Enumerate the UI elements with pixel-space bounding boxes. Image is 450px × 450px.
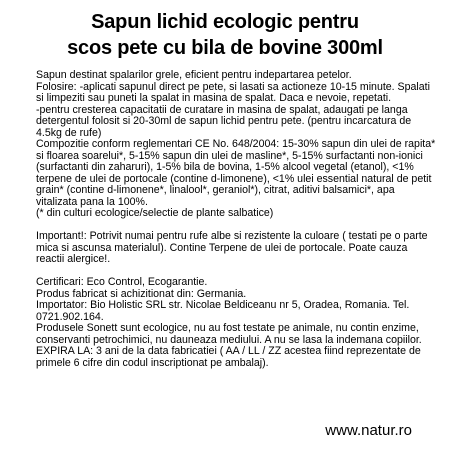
composition-note: (* din culturi ecologice/selectie de plante salbatice) — [36, 207, 274, 219]
composition-paragraph: Compozitie conform reglementari CE No. 648/2004: 15-30% sapun din ulei de rapita* si floarea soarelui*, 5-15% sapun din ulei de masline*, 5-15% surfactanti non-ionici (surfactanti din zaharuri), 1-5% bila de bovina, 1-5% alcool vegetal (etanol), <1% terpene de ulei de portocale (contine d-limonene), <1% ulei essential natural de petit grain* (contine d-limonene*, linalool*, geraniol*), citrat, aditivi balsamici*, apa vitalizata pana la 100%. — [36, 138, 436, 208]
usage-extra-paragraph: -pentru cresterea capacitatii de curatare in masina de spalat, adaugati pe langa detergentul folosit si 20-30ml de sapun lichid pentru pete. (pentru incarcatura de 4.5kg de rufe) — [36, 103, 412, 139]
certification-line: Certificari: Eco Control, Ecogarantie. — [36, 276, 208, 288]
product-description-block — [36, 70, 438, 369]
products-note-paragraph: Produsele Sonett sunt ecologice, nu au fost testate pe animale, nu contin enzime, conservanti petrochimici, nu dauneaza mediului. A nu se lasa la indemana copiilor. — [36, 322, 422, 346]
importer-line: Importator: Bio Holistic SRL str. Nicolae Beldiceanu nr 5, Oradea, Romania. Tel. 0721.902.164. — [36, 299, 410, 323]
usage-paragraph: Folosire: -aplicati sapunul direct pe pete, si lasati sa actioneze 10-15 minute. Spalati si limpeziti sau puneti la spalat in masina de spalat. Daca e nevoie, repetati. — [36, 80, 430, 104]
product-title — [0, 9, 450, 61]
warning-paragraph: Important!: Potrivit numai pentru rufe albe si rezistente la culoare ( testati pe o parte mica si ascunsa materialul). Contine Terpene de ulei de portocale. Poate cauza reactii alergice!. — [36, 230, 428, 265]
produced-for-line: Produs fabricat si achizitionat din: Germania. — [36, 287, 247, 300]
website-url: www.natur.ro — [325, 422, 412, 439]
expiry-paragraph: EXPIRA LA: 3 ani de la data fabricatiei ( AA / LL / ZZ acestea fiind reprezentate de primele 6 cifre din codul inscriptionat pe ambalaj). — [36, 345, 421, 369]
product-title-line-1: Sapun lichid ecologic pentru — [91, 11, 359, 33]
product-title-line-2: scos pete cu bila de bovine 300ml — [67, 37, 383, 59]
description-paragraph: Sapun destinat spalarilor grele, eficient pentru indepartarea petelor. — [36, 69, 352, 81]
